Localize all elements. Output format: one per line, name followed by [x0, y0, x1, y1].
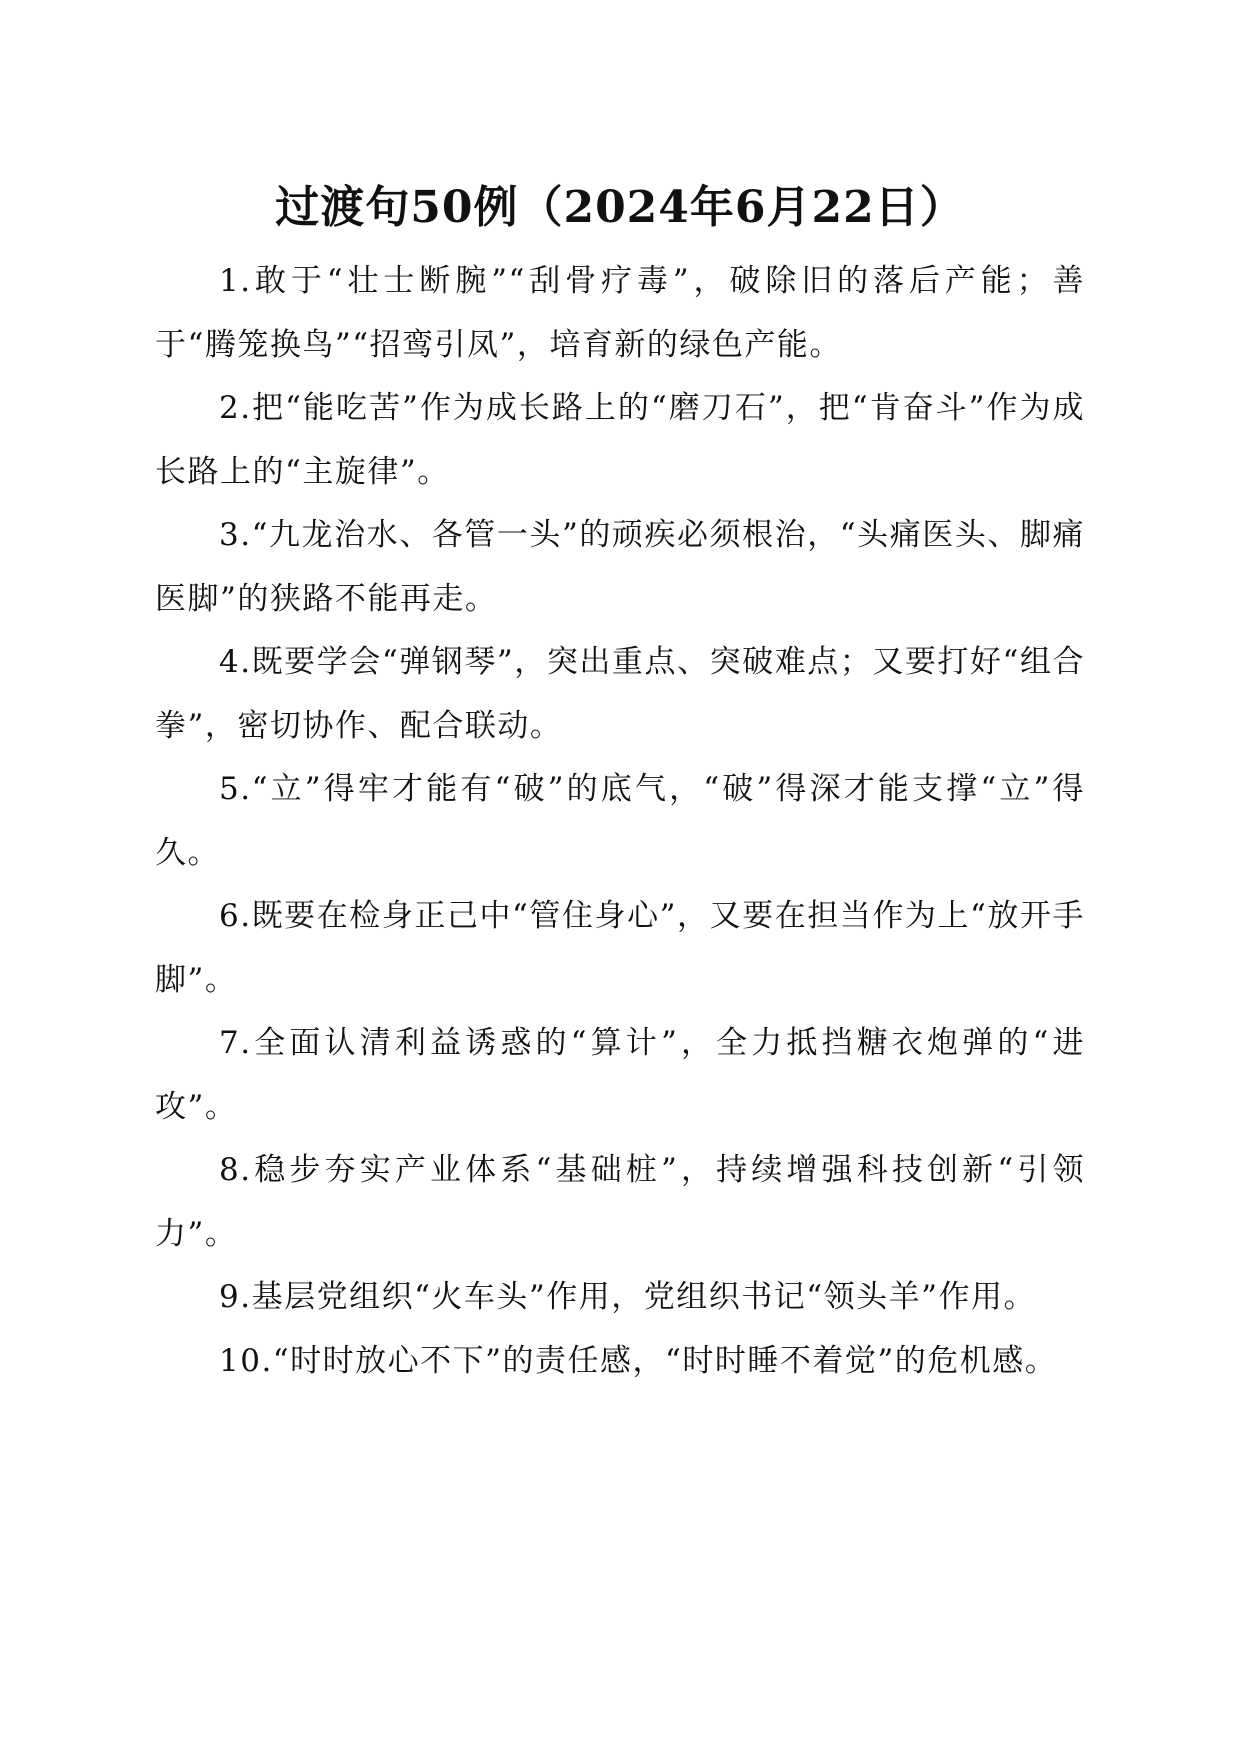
list-item: 9.基层党组织“火车头”作用，党组织书记“领头羊”作用。	[219, 1279, 1036, 1315]
list-item: 2.把“能吃苦”作为成长路上的“磨刀石”，把“肯奋斗”作为成长路上的“主旋律”。	[155, 390, 1085, 490]
list-item: 3.“九龙治水、各管一头”的顽疾必须根治，“头痛医头、脚痛医脚”的狭路不能再走。	[155, 517, 1085, 617]
document-body	[155, 250, 1085, 1393]
list-item: 10.“时时放心不下”的责任感，“时时睡不着觉”的危机感。	[219, 1342, 1058, 1379]
list-item: 5.“立”得牢才能有“破”的底气，“破”得深才能支撑“立”得久。	[155, 771, 1085, 871]
page-title: 过渡句50例（2024年6月22日）	[275, 182, 965, 233]
list-item: 6.既要在检身正己中“管住身心”，又要在担当作为上“放开手脚”。	[155, 898, 1085, 998]
list-item: 1.敢于“壮士断腕”“刮骨疗毒”，破除旧的落后产能；善于“腾笼换鸟”“招鸾引凤”，培育新的绿色产能。	[155, 263, 1085, 363]
list-item: 8.稳步夯实产业体系“基础桩”，持续增强科技创新“引领力”。	[155, 1152, 1085, 1252]
list-item: 7.全面认清利益诱惑的“算计”，全力抵挡糖衣炮弹的“进攻”。	[155, 1025, 1085, 1125]
list-item: 4.既要学会“弹钢琴”，突出重点、突破难点；又要打好“组合拳”，密切协作、配合联动。	[155, 644, 1085, 744]
